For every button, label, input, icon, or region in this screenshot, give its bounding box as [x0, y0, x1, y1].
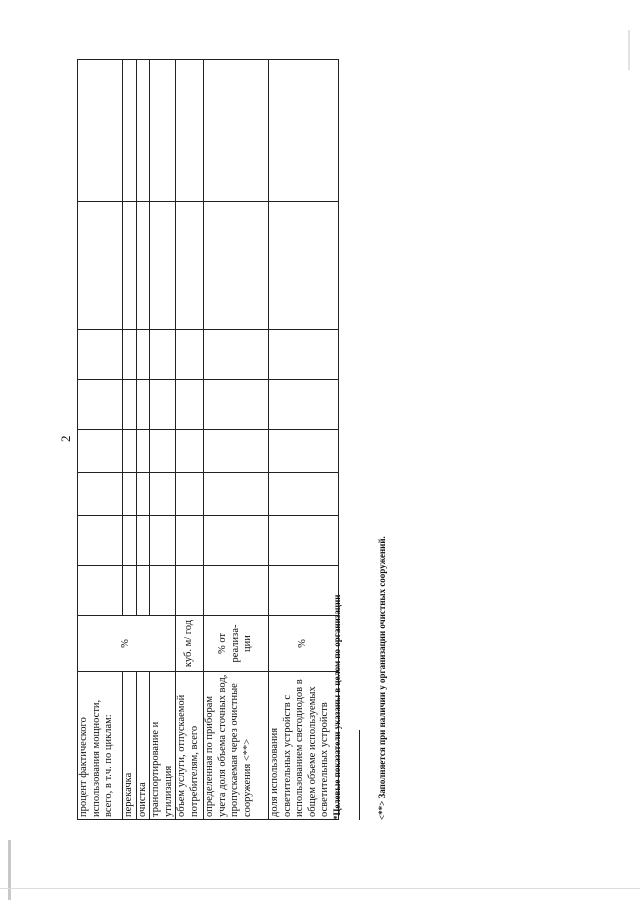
rotated-page	[35, 60, 565, 820]
scan-artifact	[8, 840, 11, 900]
row-label: доля использования осветительных устройств с использованием светодиодов в общем объеме используемых осветительных устройств	[269, 672, 339, 820]
value-cell	[136, 380, 150, 430]
row-label: перекачка	[123, 672, 137, 820]
value-cell	[204, 380, 269, 430]
value-cell	[269, 330, 339, 380]
value-cell	[204, 430, 269, 473]
table-row	[136, 60, 150, 820]
value-cell	[136, 202, 150, 330]
row-unit: % от реализа- ции	[204, 616, 269, 672]
value-cell	[176, 566, 204, 616]
value-cell	[78, 202, 123, 330]
value-cell	[204, 202, 269, 330]
value-cell	[269, 60, 339, 202]
value-cell	[204, 330, 269, 380]
value-cell	[150, 202, 176, 330]
value-cell	[136, 60, 150, 202]
value-cell	[78, 473, 123, 516]
row-label: очистка	[136, 672, 150, 820]
table-row	[204, 60, 269, 820]
value-cell	[123, 566, 137, 616]
row-unit: %	[78, 616, 176, 672]
value-cell	[150, 430, 176, 473]
value-cell	[150, 473, 176, 516]
value-cell	[136, 430, 150, 473]
value-cell	[78, 566, 123, 616]
table-row	[269, 60, 339, 820]
value-cell	[150, 60, 176, 202]
value-cell	[204, 473, 269, 516]
value-cell	[150, 380, 176, 430]
scan-artifact	[0, 888, 640, 889]
value-cell	[123, 60, 137, 202]
table-row	[123, 60, 137, 820]
value-cell	[123, 516, 137, 566]
row-unit: куб. м/ год	[176, 616, 204, 672]
value-cell	[269, 516, 339, 566]
value-cell	[176, 430, 204, 473]
row-label: объем услуги, отпускаемой потребителям, всего	[176, 672, 204, 820]
value-cell	[78, 430, 123, 473]
row-label: процент фактического использования мощности, всего, в т.ч. по циклам:	[78, 672, 123, 820]
value-cell	[269, 202, 339, 330]
footnote-targets: *Целевые показатели указаны в целом по организации	[332, 594, 342, 820]
value-cell	[176, 330, 204, 380]
value-cell	[269, 430, 339, 473]
value-cell	[136, 330, 150, 380]
value-cell	[136, 566, 150, 616]
value-cell	[150, 566, 176, 616]
value-cell	[150, 330, 176, 380]
table-row	[150, 60, 176, 820]
value-cell	[150, 516, 176, 566]
footnote-divider	[359, 730, 360, 820]
value-cell	[78, 380, 123, 430]
value-cell	[123, 202, 137, 330]
value-cell	[78, 330, 123, 380]
table-row	[78, 60, 123, 820]
row-label: определенная по приборам учета доля объема сточных вод, пропускаемая через очистные сооружения <**>	[204, 672, 269, 820]
value-cell	[123, 330, 137, 380]
value-cell	[136, 516, 150, 566]
indicators-table	[77, 59, 339, 820]
value-cell	[269, 473, 339, 516]
row-unit: %	[269, 616, 339, 672]
value-cell	[176, 202, 204, 330]
value-cell	[136, 473, 150, 516]
scan-artifact	[628, 30, 630, 70]
footnote-treatment: <**> Заполняется при наличии у организации очистных сооружений.	[377, 536, 387, 820]
value-cell	[123, 430, 137, 473]
value-cell	[269, 566, 339, 616]
table-row	[176, 60, 204, 820]
value-cell	[78, 60, 123, 202]
value-cell	[204, 566, 269, 616]
page-number: 2	[58, 435, 73, 442]
row-label: транспортирование и утилизация	[150, 672, 176, 820]
value-cell	[78, 516, 123, 566]
value-cell	[123, 473, 137, 516]
value-cell	[123, 380, 137, 430]
value-cell	[204, 60, 269, 202]
value-cell	[269, 380, 339, 430]
value-cell	[176, 380, 204, 430]
value-cell	[204, 516, 269, 566]
value-cell	[176, 60, 204, 202]
value-cell	[176, 473, 204, 516]
value-cell	[176, 516, 204, 566]
